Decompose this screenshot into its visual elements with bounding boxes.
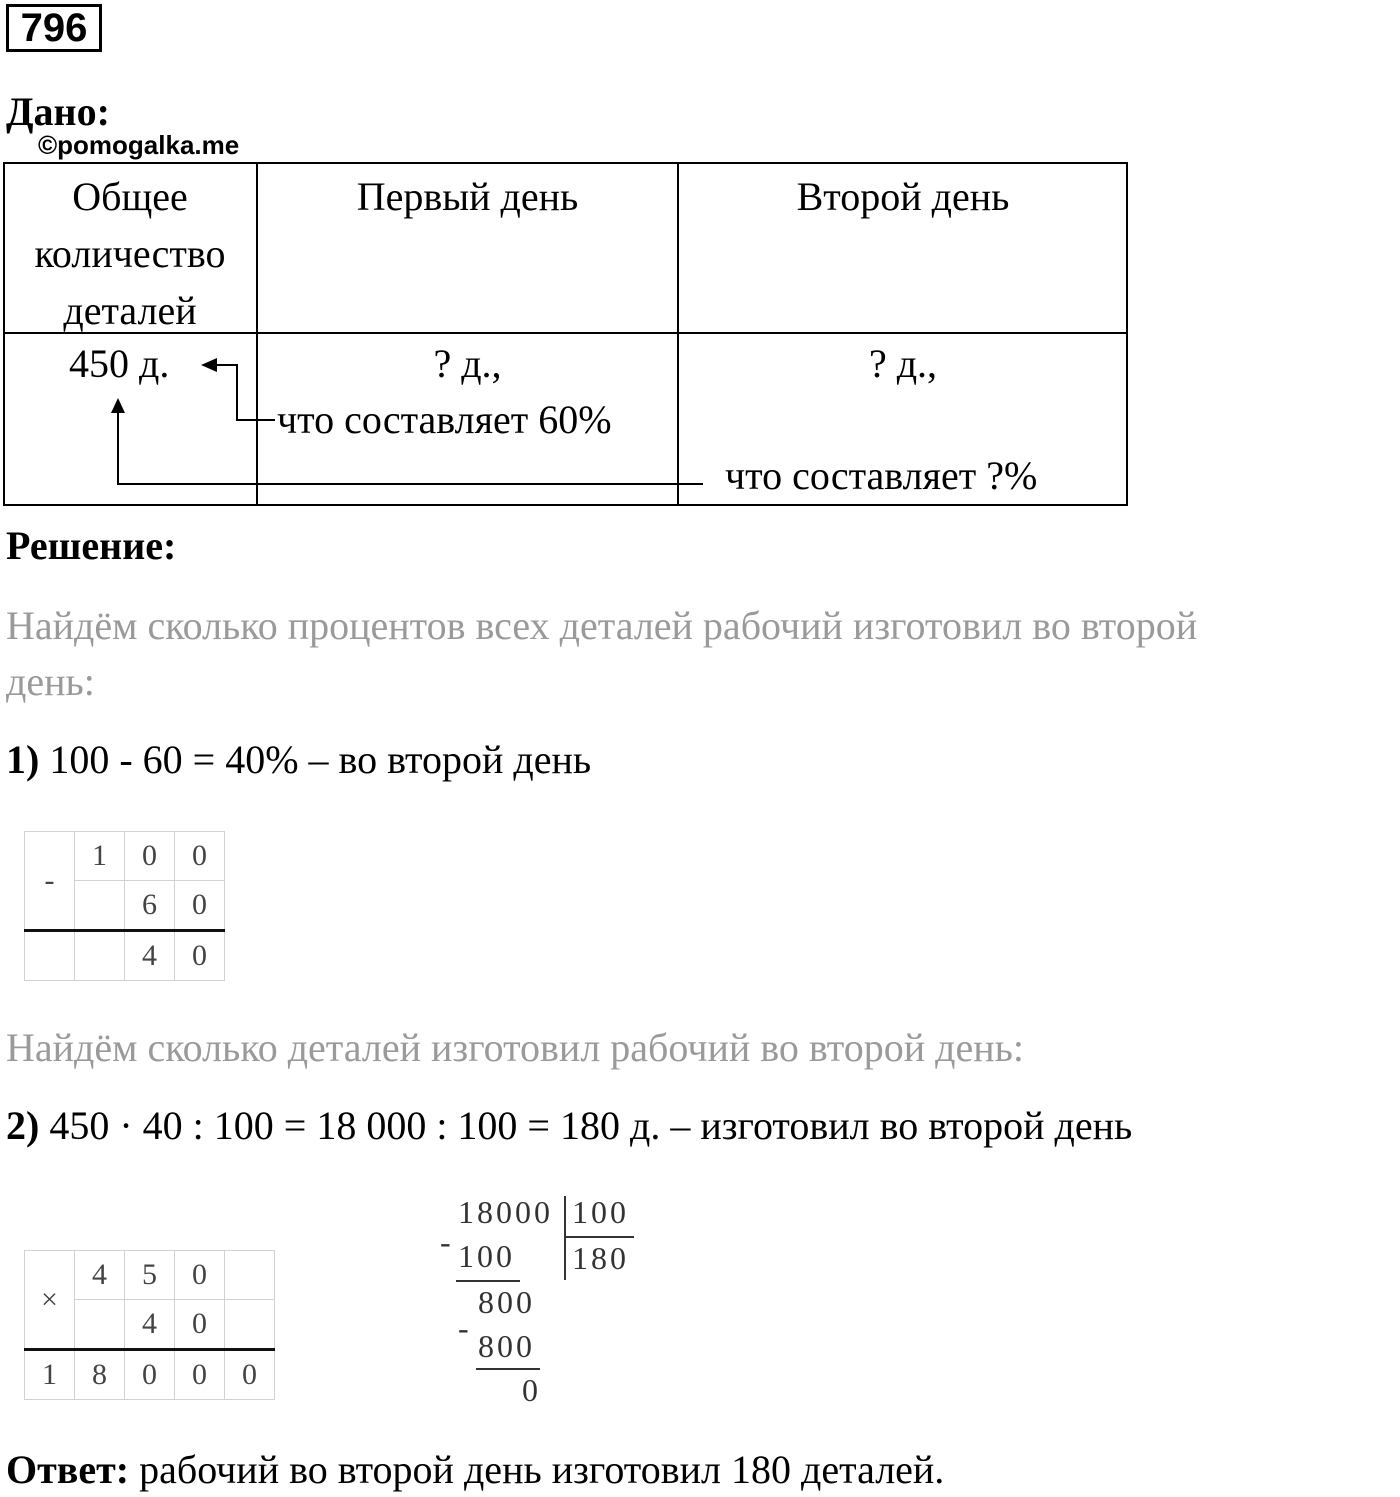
division-quotient: 180 <box>572 1240 629 1276</box>
grid-cell: 0 <box>175 1251 225 1300</box>
long-division <box>438 1194 658 1414</box>
division-vertical-bar <box>564 1196 566 1280</box>
step-1 <box>6 736 591 783</box>
step-1-number: 1) <box>6 737 40 782</box>
day2-note: что составляет ?% <box>725 453 1038 498</box>
step-2-expression: 450 · 40 : 100 = 18 000 : 100 = 180 д. – изготовил во второй день <box>49 1103 1133 1148</box>
answer <box>6 1446 944 1493</box>
grid-cell: 0 <box>125 832 175 881</box>
subtraction-sign: - <box>25 832 75 931</box>
day1-question: ? д., <box>433 341 502 386</box>
step-2 <box>6 1102 1132 1149</box>
arrowhead-left <box>201 358 217 372</box>
grid-cell: 0 <box>225 1350 275 1400</box>
division-underline-1 <box>456 1280 520 1282</box>
day1-note: что составляет 60% <box>277 397 612 442</box>
division-remainder-2: 0 <box>522 1372 541 1408</box>
division-underline-2 <box>476 1368 540 1370</box>
grid-cell: 6 <box>125 881 175 931</box>
given-heading: Дано: <box>6 89 110 134</box>
grid-cell <box>75 931 125 981</box>
total-value: 450 д. <box>69 341 170 386</box>
grid-cell: 1 <box>25 1350 75 1400</box>
grid-cell: 0 <box>175 832 225 881</box>
header-day2: Второй день <box>796 174 1010 219</box>
step-2-number: 2) <box>6 1103 40 1148</box>
grid-cell: 4 <box>125 1300 175 1350</box>
grid-cell: 0 <box>175 1300 225 1350</box>
grid-cell: 0 <box>175 881 225 931</box>
division-remainder-1: 800 <box>478 1284 535 1320</box>
watermark: ©pomogalka.me <box>38 130 240 160</box>
grid-cell: 0 <box>125 1350 175 1400</box>
solution-heading: Решение: <box>6 523 177 568</box>
division-dividend: 18000 <box>458 1194 553 1230</box>
grid-cell: 5 <box>125 1251 175 1300</box>
multiplication-grid <box>24 1250 275 1400</box>
grid-cell: 8 <box>75 1350 125 1400</box>
grid-cell <box>25 931 75 981</box>
day2-question: ? д., <box>868 341 938 386</box>
grid-cell: 0 <box>175 1350 225 1400</box>
explanation-1-line2: день: <box>6 659 95 704</box>
answer-label: Ответ: <box>6 1447 130 1492</box>
grid-cell <box>225 1251 275 1300</box>
grid-cell: 4 <box>75 1251 125 1300</box>
header-total-line2: количество <box>34 231 226 276</box>
condition-table <box>3 162 1128 506</box>
grid-cell <box>75 881 125 931</box>
division-subtrahend-2: 800 <box>478 1328 535 1364</box>
multiplication-sign: × <box>25 1251 75 1350</box>
explanation-1-line1: Найдём сколько процентов всех деталей рабочий изготовил во второй <box>6 603 1198 648</box>
header-day1: Первый день <box>356 174 579 219</box>
division-minus-2: - <box>458 1310 472 1346</box>
grid-cell: 4 <box>125 931 175 981</box>
arrowhead-up <box>111 398 125 413</box>
explanation-2: Найдём сколько деталей изготовил рабочий во второй день: <box>6 1025 1025 1070</box>
subtraction-grid <box>24 831 225 981</box>
grid-cell <box>75 1300 125 1350</box>
header-total-line3: деталей <box>63 288 197 333</box>
task-number: 796 <box>6 4 102 52</box>
answer-text: рабочий во второй день изготовил 180 деталей. <box>129 1447 945 1492</box>
division-subtrahend-1: 100 <box>458 1238 515 1274</box>
division-divisor: 100 <box>572 1194 629 1230</box>
grid-cell <box>225 1300 275 1350</box>
division-minus-1: - <box>440 1224 454 1260</box>
header-total <box>3 168 257 339</box>
header-total-line1: Общее <box>72 174 188 219</box>
grid-cell: 0 <box>175 931 225 981</box>
step-1-expression: 100 - 60 = 40% – во второй день <box>49 737 592 782</box>
grid-cell: 1 <box>75 832 125 881</box>
division-divisor-underline <box>566 1236 634 1238</box>
